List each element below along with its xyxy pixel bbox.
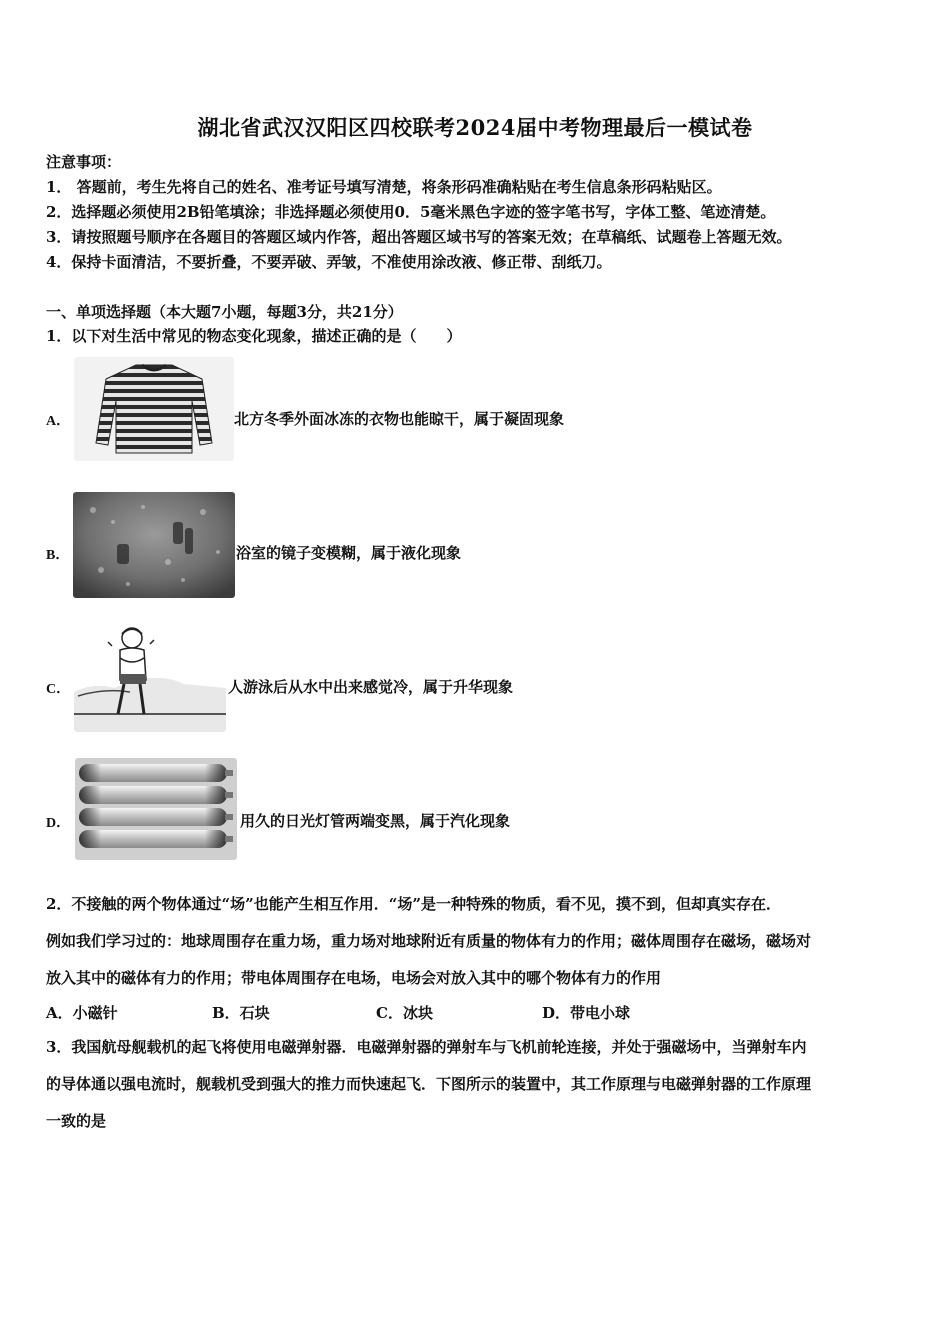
fluorescent-tubes-image — [75, 758, 237, 860]
option-d-text: 用久的日光灯管两端变黑，属于汽化现象 — [240, 812, 511, 830]
question-2-line: 放入其中的磁体有力的作用；带电体周围存在电场，电场会对放入其中的哪个物体有力的作用 — [46, 969, 662, 987]
question-3-line: 3．我国航母舰载机的起飞将使用电磁弹射器．电磁弹射器的弹射车与飞机前轮连接，并处于强磁场中，当弹射车内 — [46, 1038, 807, 1056]
foggy-mirror-image — [73, 492, 235, 598]
question-3-line: 的导体通以强电流时，舰载机受到强大的推力而快速起飞．下图所示的装置中，其工作原理与电磁弹射器的工作原理 — [46, 1075, 812, 1093]
section-heading: 一、单项选择题（本大题7小题，每题3分，共21分） — [46, 303, 403, 321]
question-2-choice-c: C．冰块 — [376, 1004, 433, 1022]
notice-item: 2．选择题必须使用2B铅笔填涂；非选择题必须使用0．5毫米黑色字迹的签字笔书写，字体工整、笔迹清楚。 — [46, 203, 776, 221]
question-2-choice-b: B．石块 — [212, 1004, 270, 1022]
option-a-letter: A． — [46, 414, 71, 429]
question-3-line: 一致的是 — [46, 1112, 107, 1130]
option-a-text: 北方冬季外面冰冻的衣物也能晾干，属于凝固现象 — [234, 410, 565, 428]
question-2-choice-a: A．小磁针 — [46, 1004, 118, 1022]
sweater-image — [74, 357, 234, 461]
option-c-letter: C． — [46, 682, 71, 697]
notice-item: 3．请按照题号顺序在各题目的答题区域内作答，超出答题区域书写的答案无效；在草稿纸、试题卷上答题无效。 — [46, 228, 792, 246]
question-2-line: 例如我们学习过的：地球周围存在重力场，重力场对地球附近有质量的物体有力的作用；磁体周围存在磁场，磁场对 — [46, 932, 812, 950]
option-b-text: 浴室的镜子变模糊，属于液化现象 — [236, 544, 462, 562]
option-d-letter: D． — [46, 816, 71, 831]
question-2-choice-d: D．带电小球 — [542, 1004, 631, 1022]
notice-item: 1． 答题前，考生先将自己的姓名、准考证号填写清楚，将条形码准确粘贴在考生信息条形码粘贴区。 — [46, 178, 722, 196]
question-1-stem: 1．以下对生活中常见的物态变化现象，描述正确的是（ ） — [46, 327, 462, 345]
option-c-text: 人游泳后从水中出来感觉冷，属于升华现象 — [228, 678, 514, 696]
notice-heading: 注意事项： — [46, 153, 122, 171]
option-b-letter: B． — [46, 548, 70, 563]
question-2-line: 2．不接触的两个物体通过“场”也能产生相互作用．“场”是一种特殊的物质，看不见，摸不到，但却真实存在． — [46, 895, 781, 913]
notice-item: 4．保持卡面清洁，不要折叠，不要弄破、弄皱，不准使用涂改液、修正带、刮纸刀。 — [46, 253, 612, 271]
page-title: 湖北省武汉汉阳区四校联考2024届中考物理最后一模试卷 — [197, 115, 753, 140]
swimmer-image — [74, 622, 226, 732]
